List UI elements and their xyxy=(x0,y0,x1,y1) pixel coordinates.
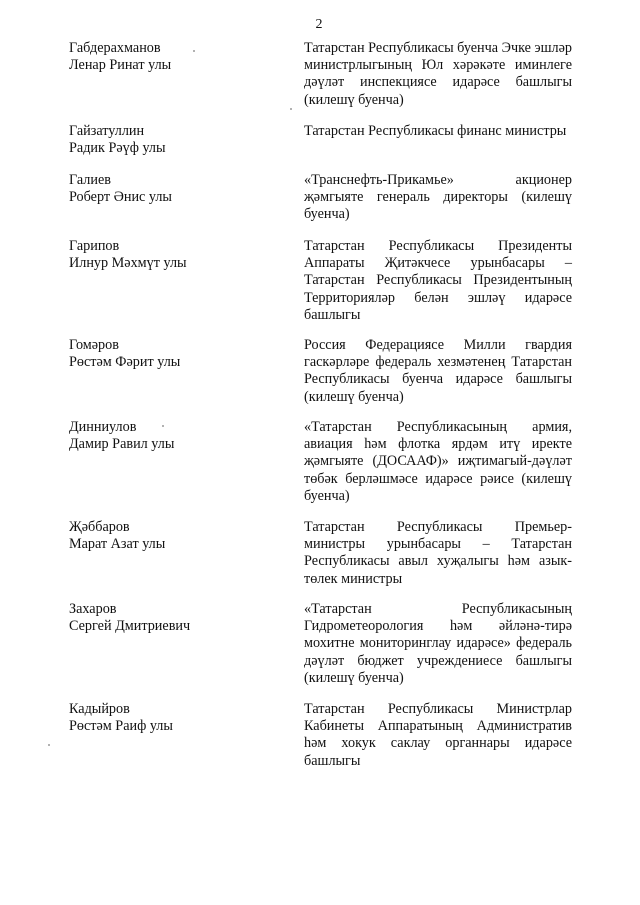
position-title: Татарстан Республикасы буенча Эчке эшләр министрлыгының Юл хәрәкәте иминлеге дәүләт инспекциясе идарәсе башлыгы (килешү буенча) xyxy=(304,40,572,108)
position-title: «Татарстан Республикасының армия, авиация һәм флотка ярдәм итү иректе җәмгыяте (ДОСААФ)» иҗтимагый-дәүләт төбәк берләшмәсе идарәсе рәисе (килешү буенча) xyxy=(304,419,572,504)
scan-speck xyxy=(48,744,50,746)
position-title: Россия Федерациясе Милли гвардия гаскәрләре федераль хезмәтенең Татарстан Республикасы буенча идарәсе башлыгы (килешү буенча) xyxy=(304,337,572,405)
scan-speck xyxy=(290,108,292,110)
person-name xyxy=(69,601,279,635)
given-name: Сергей Дмитриевич xyxy=(69,618,191,635)
given-name: Марат Азат улы xyxy=(69,536,166,553)
surname: Габдерахманов xyxy=(69,40,161,56)
surname: Галиев xyxy=(69,172,111,188)
surname: Гайзатуллин xyxy=(69,123,145,139)
given-name: Рөстәм Раиф улы xyxy=(69,718,173,735)
given-name: Роберт Әнис улы xyxy=(69,189,172,206)
given-name: Радик Рәүф улы xyxy=(69,140,166,157)
person-name xyxy=(69,337,279,371)
position-title: Татарстан Республикасы Президенты Аппараты Җитәкчесе урынбасары – Татарстан Республикасы Президентының Территорияләр белән эшләү идарәсе башлыгы xyxy=(304,238,572,323)
position-title: Татарстан Республикасы Министрлар Кабинеты Аппаратының Административ һәм хокук саклау органнары идарәсе башлыгы xyxy=(304,701,572,769)
given-name: Илнур Мәхмүт улы xyxy=(69,255,187,272)
given-name: Рөстәм Фәрит улы xyxy=(69,354,181,371)
person-name xyxy=(69,40,279,74)
surname: Кадыйров xyxy=(69,701,130,717)
scan-speck xyxy=(193,50,195,52)
surname: Гарипов xyxy=(69,238,120,254)
surname: Гомәров xyxy=(69,337,119,353)
position-title: «Татарстан Республикасының Гидрометеорология һәм әйләнә-тирә мохитне мониторинглау идарәсе» федераль дәүләт бюджет учреждениесе башлыгы (килешү буенча) xyxy=(304,601,572,686)
given-name: Дамир Равил улы xyxy=(69,436,175,453)
person-name xyxy=(69,519,279,553)
person-name xyxy=(69,172,279,206)
surname: Җәббаров xyxy=(69,519,130,535)
person-name xyxy=(69,238,279,272)
position-title: Татарстан Республикасы финанс министры xyxy=(304,123,567,139)
surname: Динниулов xyxy=(69,419,137,435)
scan-speck xyxy=(162,425,164,427)
surname: Захаров xyxy=(69,601,117,617)
position-title: «Транснефть-Прикамье» акционер җәмгыяте генераль директоры (килешү буенча) xyxy=(304,172,572,223)
person-name xyxy=(69,123,279,157)
person-name xyxy=(69,701,279,735)
page-number: 2 xyxy=(315,17,323,32)
position-title: Татарстан Республикасы Премьер-министры урынбасары – Татарстан Республикасы авыл хуҗалыгы һәм азык-төлек министры xyxy=(304,519,572,587)
person-name xyxy=(69,419,279,453)
given-name: Ленар Ринат улы xyxy=(69,57,172,74)
